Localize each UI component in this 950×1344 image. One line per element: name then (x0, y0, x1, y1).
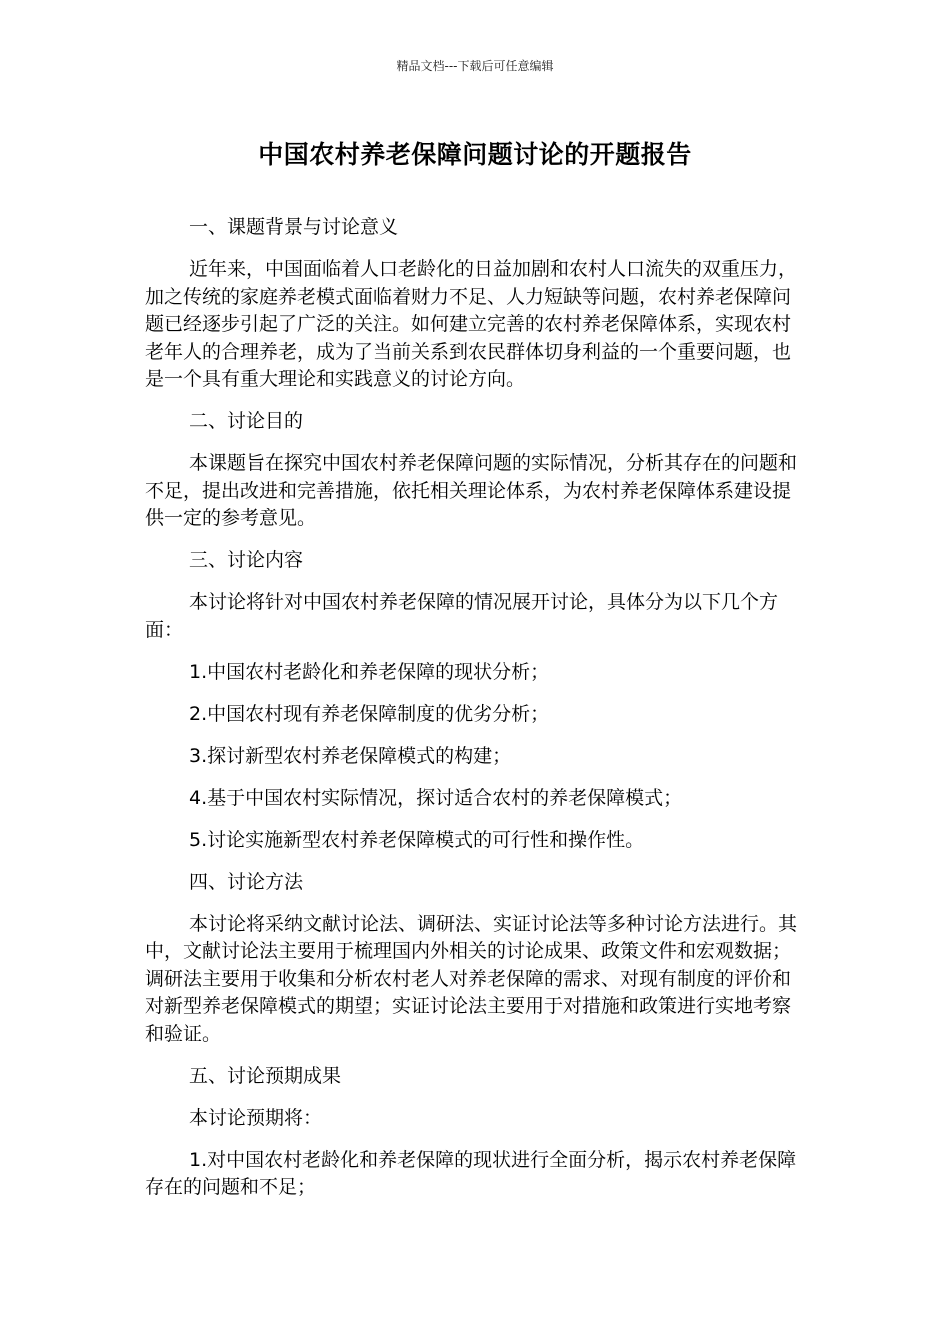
paragraph-methods: 本讨论将采纳文献讨论法、调研法、实证讨论法等多种讨论方法进行。其中，文献讨论法主要用于梳理国内外相关的讨论成果、政策文件和宏观数据；调研法主要用于收集和分析农村老人对养老保障的需求、对现有制度的评价和对新型养老保障模式的期望；实证讨论法主要用于对措施和政策进行实地考察和验证。 (145, 912, 798, 1045)
paragraph-purpose: 本课题旨在探究中国农村养老保障问题的实际情况，分析其存在的问题和不足，提出改进和完善措施，依托相关理论体系，为农村养老保障体系建设提供一定的参考意见。 (145, 452, 798, 529)
section-heading-outcomes: 五、讨论预期成果 (189, 1064, 342, 1087)
list-item: 4.基于中国农村实际情况，探讨适合农村的养老保障模式； (189, 786, 683, 809)
list-item: 1.中国农村老龄化和养老保障的现状分析； (189, 660, 550, 683)
list-item: 2.中国农村现有养老保障制度的优劣分析； (189, 702, 550, 725)
paragraph-content-intro: 本讨论将针对中国农村养老保障的情况展开讨论，具体分为以下几个方面： (145, 591, 779, 641)
paragraph-outcomes-intro: 本讨论预期将： (189, 1106, 323, 1129)
list-item: 1.对中国农村老龄化和养老保障的现状进行全面分析，揭示农村养老保障存在的问题和不足； (145, 1148, 797, 1198)
document-title: 中国农村养老保障问题讨论的开题报告 (258, 140, 692, 169)
section-heading-background: 一、课题背景与讨论意义 (189, 216, 399, 238)
list-item: 3.探讨新型农村养老保障模式的构建； (189, 744, 512, 767)
section-heading-content: 三、讨论内容 (189, 549, 304, 571)
list-item: 5.讨论实施新型农村养老保障模式的可行性和操作性。 (189, 828, 645, 851)
section-heading-purpose: 二、讨论目的 (189, 410, 304, 432)
paragraph-background: 近年来，中国面临着人口老龄化的日益加剧和农村人口流失的双重压力，加之传统的家庭养老模式面临着财力不足、人力短缺等问题，农村养老保障问题已经逐步引起了广泛的关注。如何建立完善的农村养老保障体系，实现农村老年人的合理养老，成为了当前关系到农民群体切身利益的一个重要问题，也是一个具有重大理论和实践意义的讨论方向。 (145, 258, 798, 390)
section-heading-methods: 四、讨论方法 (189, 870, 304, 893)
document-body (145, 214, 801, 1216)
header-note: 精品文档---下载后可任意编辑 (396, 59, 554, 73)
